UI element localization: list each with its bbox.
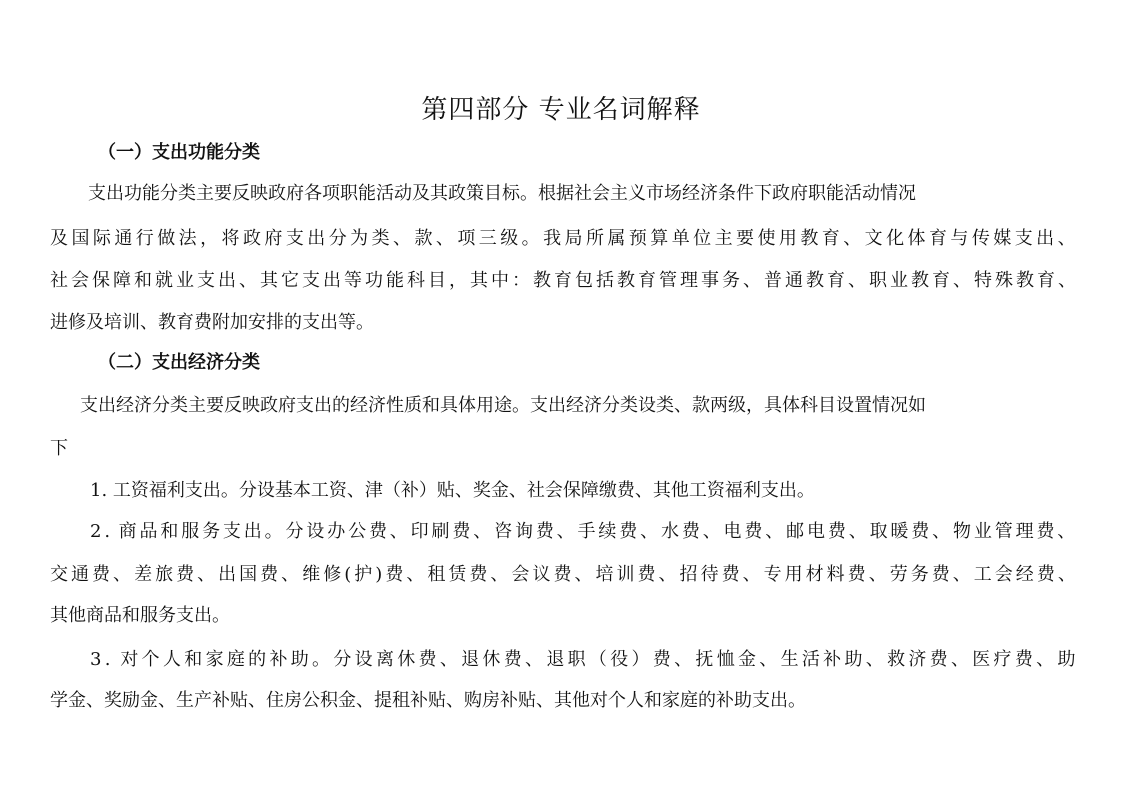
paragraph-line: 进修及培训、教育费附加安排的支出等。 bbox=[50, 312, 374, 333]
paragraph-line: 其他商品和服务支出。 bbox=[50, 605, 230, 626]
paragraph-line: 及 国 际 通 行 做 法 ， 将 政 府 支 出 分 为 类 、 款 、 项 三 级 。 我 局 所 属 预 算 单 位 主 要 使 用 教 育 、 文 化 体 育 与 传 媒 支 出 、 bbox=[50, 228, 1076, 249]
paragraph-line: 交 通 费 、 差 旅 费 、 出 国 费 、 维 修 ( 护 ) 费 、 租 赁 费 、 会 议 费 、 培 训 费 、 招 待 费 、 专 用 材 料 费 、 劳 务 费 、 工 会 经 费 、 bbox=[50, 564, 1076, 585]
section-heading-expenditure-function: （一）支出功能分类 bbox=[98, 142, 260, 163]
list-item-goods-services: 2 . 商 品 和 服 务 支 出 。 分 设 办 公 费 、 印 刷 费 、 咨 询 费 、 手 续 费 、 水 费 、 电 费 、 邮 电 费 、 取 暖 费 、 物 业 管 理 费 、 bbox=[90, 521, 1076, 542]
paragraph-line: 支出经济分类主要反映政府支出的经济性质和具体用途。支出经济分类设类、款两级，具体科目设置情况如 bbox=[80, 395, 926, 416]
paragraph-line: 下 bbox=[50, 438, 68, 459]
paragraph-line: 社 会 保 障 和 就 业 支 出 、 其 它 支 出 等 功 能 科 目 ， 其 中 ： 教 育 包 括 教 育 管 理 事 务 、 普 通 教 育 、 职 业 教 育 、 特 殊 教 育 、 bbox=[50, 270, 1076, 291]
list-item-wages-welfare: 1. 工资福利支出。分设基本工资、津（补）贴、奖金、社会保障缴费、其他工资福利支出。 bbox=[90, 480, 815, 501]
section-heading-expenditure-economic: （二）支出经济分类 bbox=[98, 352, 260, 373]
paragraph-line: 支出功能分类主要反映政府各项职能活动及其政策目标。根据社会主义市场经济条件下政府职能活动情况 bbox=[88, 183, 916, 204]
list-item-individual-family-subsidies: 3 . 对 个 人 和 家 庭 的 补 助 。 分 设 离 休 费 、 退 休 费 、 退 职 （ 役 ） 费 、 抚 恤 金 、 生 活 补 助 、 救 济 费 、 医 疗 费 、 助 bbox=[90, 649, 1076, 670]
paragraph-line: 学金、奖励金、生产补贴、住房公积金、提租补贴、购房补贴、其他对个人和家庭的补助支出。 bbox=[50, 690, 806, 711]
page-title: 第四部分 专业名词解释 bbox=[421, 95, 701, 125]
